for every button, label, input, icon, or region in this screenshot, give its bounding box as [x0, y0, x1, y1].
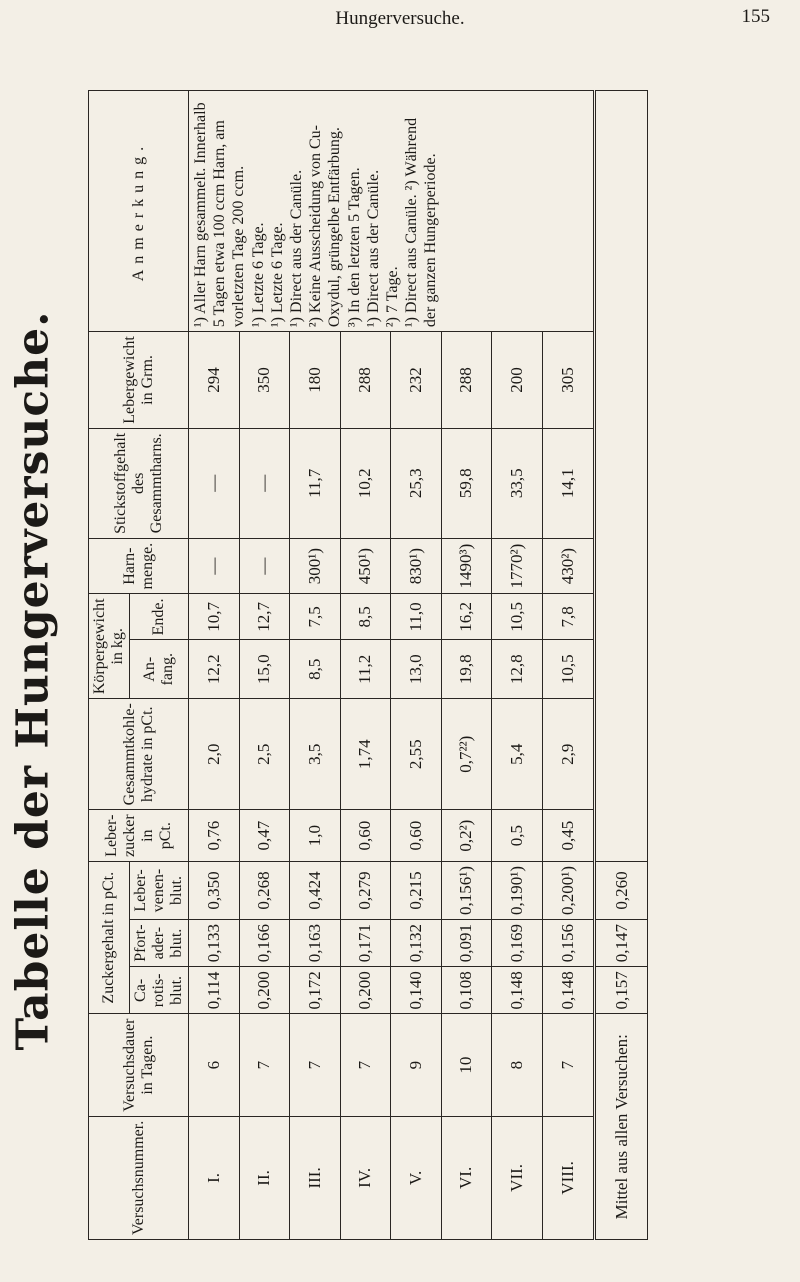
cell-leberzucker: 0,47 [239, 810, 290, 862]
cell-lebergew: 180 [290, 332, 341, 429]
cell-carotis: 0,148 [492, 967, 543, 1014]
col-header-anmerkung: Anmerkung. [89, 91, 189, 332]
cell-pfort: 0,132 [391, 920, 442, 967]
cell-harn: 1490³) [441, 538, 492, 594]
summary-label: Mittel aus allen Versuchen: [595, 1014, 648, 1240]
cell-glyk: 5,4 [492, 699, 543, 810]
summary-carotis: 0,157 [595, 967, 648, 1014]
cell-nr: VII. [492, 1116, 543, 1239]
running-title: Hungerversuche. [335, 8, 465, 29]
cell-lebergew: 288 [441, 332, 492, 429]
summary-row [595, 91, 648, 1240]
cell-stick: 10,2 [340, 428, 391, 538]
cell-nr: IV. [340, 1116, 391, 1239]
cell-carotis: 0,140 [391, 967, 442, 1014]
side-title [4, 80, 62, 1280]
col-header-glykogen: Gesammtkohle-hydrate in pCt. [89, 699, 189, 810]
col-header-leberzucker: Leber-zucker in pCt. [89, 810, 189, 862]
cell-leberzucker: 0,60 [340, 810, 391, 862]
cell-nr: I. [189, 1116, 240, 1239]
cell-dauer: 6 [189, 1014, 240, 1116]
note-line: ³) In den letzten 5 Tagen. [345, 167, 363, 328]
cell-ende: 10,5 [492, 594, 543, 640]
cell-pfort: 0,171 [340, 920, 391, 967]
cell-glyk: 2,9 [542, 699, 595, 810]
cell-lebergew: 305 [542, 332, 595, 429]
hunger-experiments-table [88, 90, 648, 1240]
cell-dauer: 7 [542, 1014, 595, 1116]
cell-lebergew: 232 [391, 332, 442, 429]
cell-carotis: 0,114 [189, 967, 240, 1014]
cell-leberzucker: 1,0 [290, 810, 341, 862]
cell-ende: 10,7 [189, 594, 240, 640]
cell-stick: 33,5 [492, 428, 543, 538]
col-header-anfang: An-fang. [130, 640, 189, 699]
col-header-carotis: Ca-rotis-blut. [130, 967, 189, 1014]
cell-glyk: 2,0 [189, 699, 240, 810]
cell-harn: — [239, 538, 290, 594]
cell-ende: 16,2 [441, 594, 492, 640]
cell-leber: 0,268 [239, 861, 290, 919]
col-header-nr: Versuchsnummer. [89, 1116, 189, 1239]
cell-lebergew: 350 [239, 332, 290, 429]
cell-pfort: 0,156 [542, 920, 595, 967]
note-line: ¹) Direct aus Canüle. ²) Während der ganzen Hungerperiode. [403, 117, 440, 328]
cell-carotis: 0,200 [239, 967, 290, 1014]
cell-harn: 830¹) [391, 538, 442, 594]
cell-stick: 14,1 [542, 428, 595, 538]
cell-lebergew: 288 [340, 332, 391, 429]
col-header-stickstoff: Stickstoffgehalt des Gesammtharns. [89, 428, 189, 538]
col-header-dauer: Versuchsdauer in Tagen. [89, 1014, 189, 1116]
col-header-lebergewicht: Lebergewicht in Grm. [89, 332, 189, 429]
cell-nr: III. [290, 1116, 341, 1239]
cell-pfort: 0,169 [492, 920, 543, 967]
cell-dauer: 7 [290, 1014, 341, 1116]
cell-stick: — [189, 428, 240, 538]
note-line: ¹) Direct aus der Canüle. [287, 169, 305, 328]
table-body [189, 91, 595, 1240]
cell-anfang: 13,0 [391, 640, 442, 699]
cell-glyk: 3,5 [290, 699, 341, 810]
rotated-table-stage [88, 90, 788, 1240]
cell-ende: 11,0 [391, 594, 442, 640]
cell-harn: 450¹) [340, 538, 391, 594]
side-title-text: Tabelle der Hungerversuche. [7, 310, 59, 1050]
note-line: ²) Keine Ausscheidung von Cu-Oxydul, grüngelbe Entfärbung. [307, 125, 344, 328]
cell-stick: 11,7 [290, 428, 341, 538]
cell-lebergew: 294 [189, 332, 240, 429]
cell-dauer: 9 [391, 1014, 442, 1116]
cell-nr: II. [239, 1116, 290, 1239]
cell-lebergew: 200 [492, 332, 543, 429]
cell-harn: — [189, 538, 240, 594]
note-line: ¹) Direct aus der Canüle. [364, 169, 382, 328]
cell-harn: 300¹) [290, 538, 341, 594]
col-header-zucker: Zuckergehalt in pCt. [89, 861, 130, 1014]
cell-stick: — [239, 428, 290, 538]
cell-anfang: 11,2 [340, 640, 391, 699]
cell-leber: 0,156¹) [441, 861, 492, 919]
col-header-pfort: Pfort-ader-blut. [130, 920, 189, 967]
cell-carotis: 0,148 [542, 967, 595, 1014]
cell-nr: VI. [441, 1116, 492, 1239]
cell-stick: 25,3 [391, 428, 442, 538]
cell-carotis: 0,108 [441, 967, 492, 1014]
cell-glyk: 1,74 [340, 699, 391, 810]
cell-leberzucker: 0,5 [492, 810, 543, 862]
cell-pfort: 0,166 [239, 920, 290, 967]
cell-nr: VIII. [542, 1116, 595, 1239]
cell-glyk: 2,55 [391, 699, 442, 810]
cell-dauer: 7 [239, 1014, 290, 1116]
cell-ende: 7,8 [542, 594, 595, 640]
cell-note [189, 91, 595, 332]
col-header-koerpergewicht: Körpergewicht in kg. [89, 594, 130, 699]
cell-anfang: 12,2 [189, 640, 240, 699]
col-header-harnmenge: Harn-menge. [89, 538, 189, 594]
page-number: 155 [741, 6, 770, 27]
cell-anfang: 15,0 [239, 640, 290, 699]
table-row [189, 91, 240, 1240]
cell-leberzucker: 0,45 [542, 810, 595, 862]
cell-leber: 0,424 [290, 861, 341, 919]
cell-ende: 12,7 [239, 594, 290, 640]
cell-leberzucker: 0,76 [189, 810, 240, 862]
cell-anfang: 8,5 [290, 640, 341, 699]
note-line: ¹) Letzte 6 Tage. [249, 222, 267, 328]
cell-stick: 59,8 [441, 428, 492, 538]
cell-leber: 0,350 [189, 861, 240, 919]
cell-dauer: 8 [492, 1014, 543, 1116]
cell-carotis: 0,200 [340, 967, 391, 1014]
cell-dauer: 10 [441, 1014, 492, 1116]
cell-ende: 7,5 [290, 594, 341, 640]
note-line: ¹) Aller Harn gesammelt. Innerhalb 5 Tagen etwa 100 ccm Harn, am vorletzten Tage 200 ccm. [192, 102, 248, 328]
cell-leber: 0,190¹) [492, 861, 543, 919]
cell-leber: 0,200¹) [542, 861, 595, 919]
cell-carotis: 0,172 [290, 967, 341, 1014]
header-row-1 [89, 91, 130, 1240]
col-header-ende: Ende. [130, 594, 189, 640]
note-line: ¹) Letzte 6 Tage. [268, 222, 286, 328]
summary-empty [595, 91, 648, 862]
cell-leber: 0,215 [391, 861, 442, 919]
summary-pfort: 0,147 [595, 920, 648, 967]
cell-anfang: 10,5 [542, 640, 595, 699]
col-header-leber-venen: Leber-venen-blut. [130, 861, 189, 919]
cell-nr: V. [391, 1116, 442, 1239]
cell-glyk: 0,7²²) [441, 699, 492, 810]
cell-ende: 8,5 [340, 594, 391, 640]
cell-dauer: 7 [340, 1014, 391, 1116]
cell-leberzucker: 0,2²) [441, 810, 492, 862]
cell-leberzucker: 0,60 [391, 810, 442, 862]
cell-pfort: 0,133 [189, 920, 240, 967]
cell-leber: 0,279 [340, 861, 391, 919]
summary-leber: 0,260 [595, 861, 648, 919]
cell-pfort: 0,091 [441, 920, 492, 967]
cell-harn: 1770²) [492, 538, 543, 594]
cell-harn: 430²) [542, 538, 595, 594]
note-line: ²) 7 Tage. [383, 266, 401, 328]
cell-pfort: 0,163 [290, 920, 341, 967]
cell-anfang: 12,8 [492, 640, 543, 699]
cell-anfang: 19,8 [441, 640, 492, 699]
cell-glyk: 2,5 [239, 699, 290, 810]
page-header [0, 0, 800, 80]
